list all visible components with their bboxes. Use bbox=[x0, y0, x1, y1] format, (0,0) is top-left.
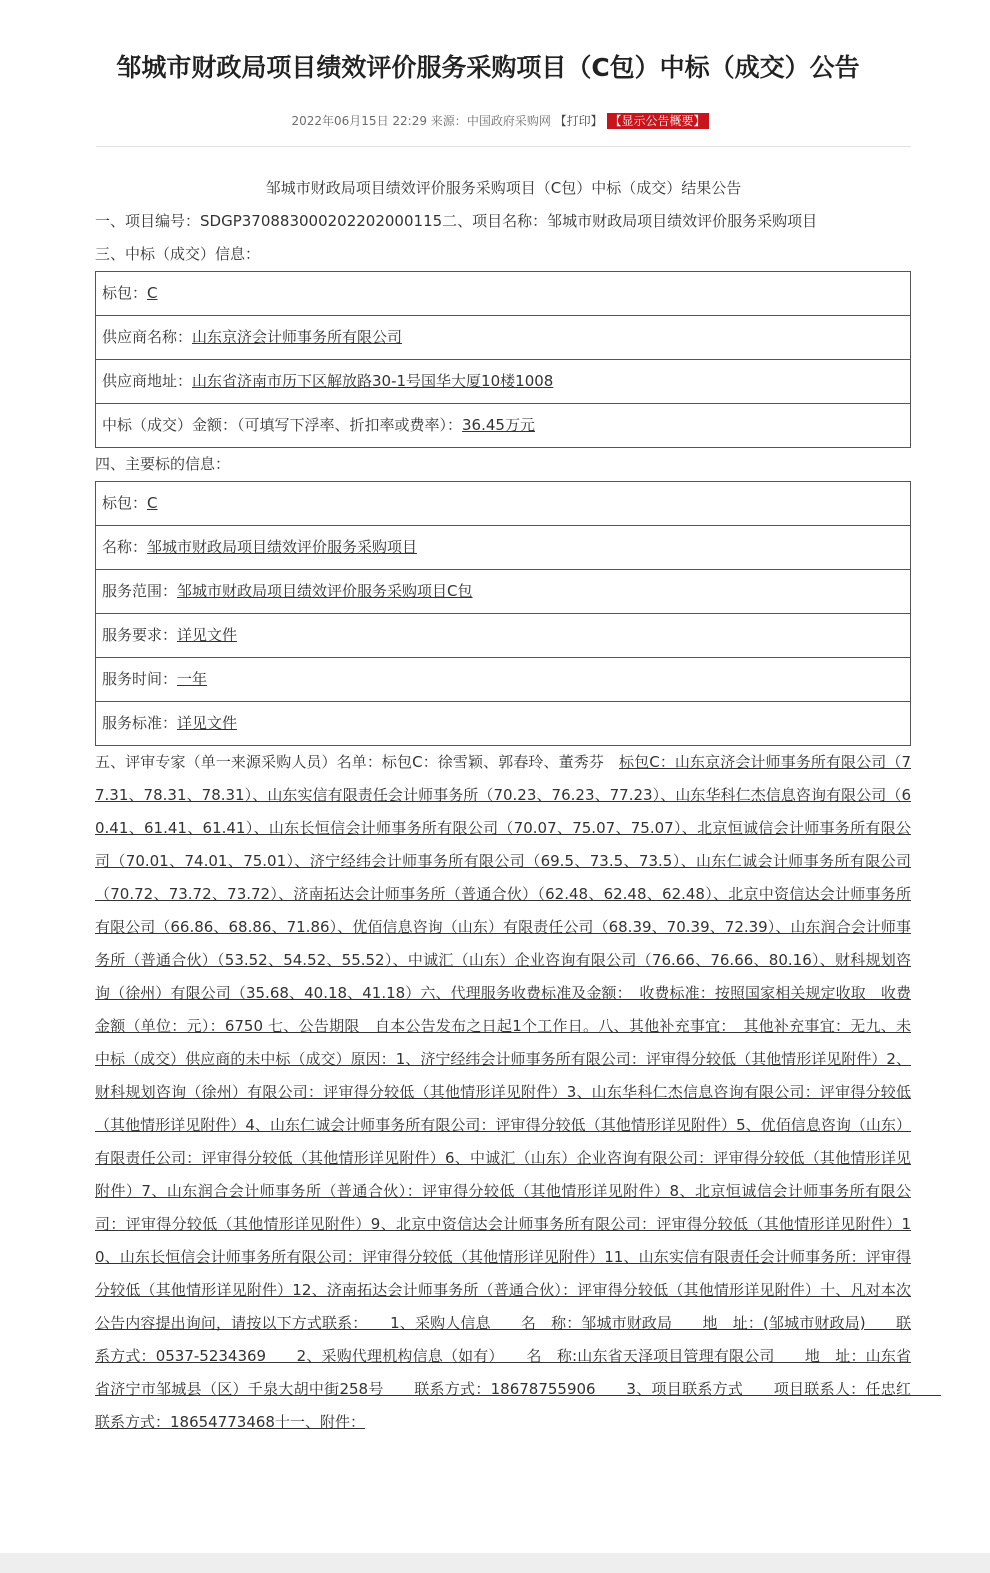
table-row bbox=[96, 658, 911, 702]
table-cell bbox=[96, 482, 911, 526]
field-value: 一年 bbox=[177, 670, 208, 688]
table-row bbox=[96, 614, 911, 658]
table-cell bbox=[96, 360, 911, 404]
notice-content bbox=[95, 172, 942, 1439]
table-cell bbox=[96, 702, 911, 746]
winner-table bbox=[95, 271, 911, 448]
footer-bar bbox=[0, 1553, 990, 1573]
table-cell bbox=[96, 614, 911, 658]
table-row bbox=[96, 272, 911, 316]
project-info-line: 一、项目编号：SDGP370883000202202000115二、项目名称：邹城市财政局项目绩效评价服务采购项目 bbox=[95, 212, 818, 230]
field-label: 服务范围： bbox=[102, 582, 178, 600]
print-button[interactable]: 【打印】 bbox=[554, 114, 603, 128]
table-row bbox=[96, 702, 911, 746]
section3-heading: 三、中标（成交）信息： bbox=[95, 245, 261, 263]
table-row bbox=[96, 482, 911, 526]
table-cell bbox=[96, 404, 911, 448]
field-label: 服务要求： bbox=[102, 626, 178, 644]
field-label: 供应商地址： bbox=[102, 372, 193, 390]
subject-table bbox=[95, 481, 911, 746]
table-row bbox=[96, 316, 911, 360]
field-label: 供应商名称： bbox=[102, 328, 193, 346]
field-value: 山东京济会计师事务所有限公司 bbox=[192, 328, 403, 346]
field-value: 邹城市财政局项目绩效评价服务采购项目C包 bbox=[177, 582, 473, 600]
source-name: 中国政府采购网 bbox=[466, 114, 551, 128]
table-cell bbox=[96, 316, 911, 360]
table-cell bbox=[96, 570, 911, 614]
header-divider bbox=[96, 146, 911, 147]
field-label: 中标（成交）金额：（可填写下浮率、折扣率或费率）： bbox=[102, 416, 463, 434]
field-value: 36.45万元 bbox=[462, 416, 535, 434]
source-label: 来源： bbox=[430, 114, 467, 128]
field-value: C bbox=[147, 494, 158, 512]
field-label: 标包： bbox=[102, 494, 148, 512]
table-cell bbox=[96, 526, 911, 570]
field-value: C bbox=[147, 284, 158, 302]
field-label: 标包： bbox=[102, 284, 148, 302]
field-label: 名称： bbox=[102, 538, 148, 556]
table-cell bbox=[96, 658, 911, 702]
notice-subtitle: 邹城市财政局项目绩效评价服务采购项目（C包）中标（成交）结果公告 bbox=[265, 179, 742, 197]
table-row bbox=[96, 404, 911, 448]
section5-body: 标包C：山东京济会计师事务所有限公司（77.31、78.31、78.31）、山东实信有限责任会计师事务所（70.23、76.23、77.23）、山东华科仁杰信息咨询有限公司（60.41、61.41、61.41）、山东长恒信会计师事务所有限公司（70.07、75.07、75.07）、北京恒诚信会计师事务所有限公司（70.01、74.01、75.01）、济宁经纬会计师事务所有限公司（69.5、73.5、73.5）、山东仁诚会计师事务所有限公司（70.72、73.72、73.72）、济南拓达会计师事务所（普通合伙）（62.48、62.48、62.48）、北京中资信达会计师事务所有限公司（66.86、68.86、71.86）、优佰信息咨询（山东）有限责任公司（68.39、70.39、72.39）、山东润合会计师事务所（普通合伙）（53.52、54.52、55.52）、中诚汇（山东）企业咨询有限公司（76.66、76.66、80.16）、财科规划咨询（徐州）有限公司（35.68、40.18、41.18）六、代理服务收费标准及金额： 收费标准：按照国家相关规定收取 收费金额（单位：元）：6750 七、公告期限 自本公告发布之日起1个工作日。八、其他补充事宜： 其他补充事宜：无九、未中标（成交）供应商的未中标（成交）原因：1、济宁经纬会计师事务所有限公司：评审得分较低（其他情形详见附件）2、财科规划咨询（徐州）有限公司：评审得分较低（其他情形详见附件）3、山东华科仁杰信息咨询有限公司：评审得分较低（其他情形详见附件）4、山东仁诚会计师事务所有限公司：评审得分较低（其他情形详见附件）5、优佰信息咨询（山东）有限责任公司：评审得分较低（其他情形详见附件）6、中诚汇（山东）企业咨询有限公司：评审得分较低（其他情形详见附件）7、山东润合会计师事务所（普通合伙）：评审得分较低（其他情形详见附件）8、北京恒诚信会计师事务所有限公司：评审得分较低（其他情形详见附件）9、北京中资信达会计师事务所有限公司：评审得分较低（其他情形详见附件）10、山东长恒信会计师事务所有限公司：评审得分较低（其他情形详见附件）11、山东实信有限责任会计师事务所：评审得分较低（其他情形详见附件）12、济南拓达会计师事务所（普通合伙）：评审得分较低（其他情形详见附件）十、凡对本次公告内容提出询问，请按以下方式联系： 1、采购人信息 名 称：邹城市财政局 地 址：(邹城市财政局) 联系方式：0537-5234369 2、采购代理机构信息（如有） 名 称:山东省天泽项目管理有限公司 地 址：山东省省济宁市邹城县（区）千泉大胡中街258号 联系方式：18678755906 3、项目联系方式 项目联系人：任忠红 联系方式：18654773468十一、附件： bbox=[95, 753, 942, 1431]
field-value: 山东省济南市历下区解放路30-1号国华大厦10楼1008 bbox=[192, 372, 554, 390]
field-value: 邹城市财政局项目绩效评价服务采购项目 bbox=[147, 538, 418, 556]
field-value: 详见文件 bbox=[177, 714, 238, 732]
publish-date: 2022年06月15日 22:29 bbox=[291, 114, 427, 128]
table-row bbox=[96, 360, 911, 404]
section5-paragraph bbox=[95, 746, 942, 1439]
field-value: 详见文件 bbox=[177, 626, 238, 644]
section4-heading: 四、主要标的信息： bbox=[95, 455, 231, 473]
table-row bbox=[96, 526, 911, 570]
page-title: 邹城市财政局项目绩效评价服务采购项目（C包）中标（成交）公告 bbox=[116, 53, 860, 82]
field-label: 服务时间： bbox=[102, 670, 178, 688]
section5-prefix: 五、评审专家（单一来源采购人员）名单：标包C：徐雪颖、郭春玲、董秀芬 bbox=[95, 753, 620, 771]
field-label: 服务标准： bbox=[102, 714, 178, 732]
table-cell bbox=[96, 272, 911, 316]
show-summary-button[interactable]: 【显示公告概要】 bbox=[607, 113, 709, 129]
table-row bbox=[96, 570, 911, 614]
article-meta bbox=[0, 112, 990, 129]
